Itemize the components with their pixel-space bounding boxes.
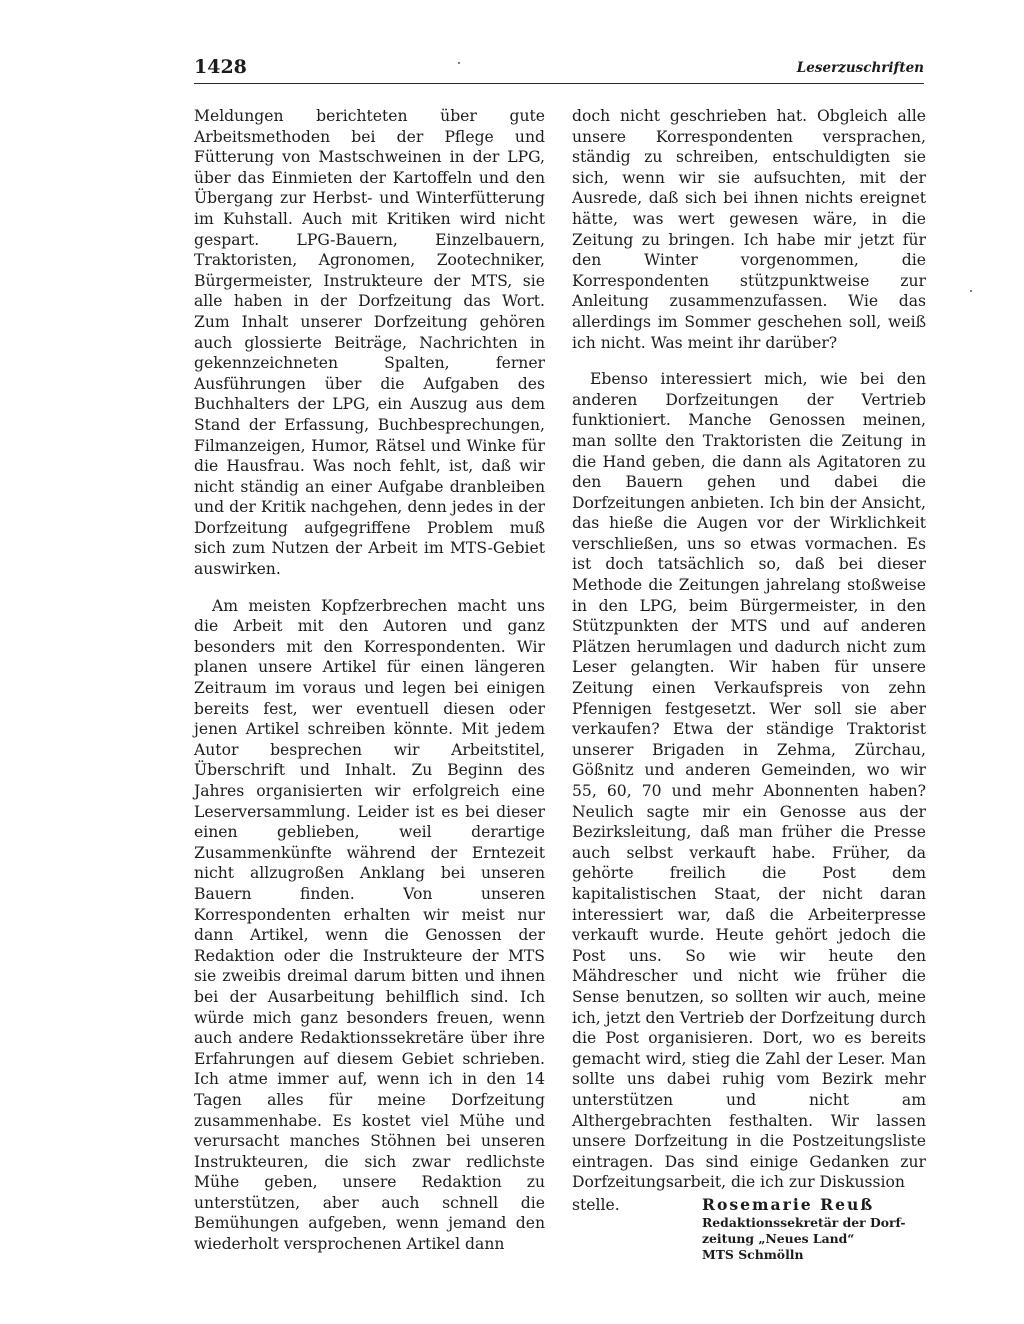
page-number: 1428 bbox=[194, 56, 247, 78]
paragraph: Meldungen berichteten über gute Arbeitsmethoden bei der Pflege und Fütterung von Mastschweinen in der LPG, über das Einmieten der Kartoffeln und den Übergang zur Herbst- und Winterfütterung im Kuhstall. Auch mit Kritiken wird nicht gespart. LPG-Bauern, Einzelbauern, Traktoristen, Agronomen, Zootechniker, Bürgermeister, Instrukteure der MTS, sie alle haben in der Dorfzeitung das Wort. Zum Inhalt unserer Dorfzeitung gehören auch glossierte Beiträge, Nachrichten in gekennzeichneten Spalten, ferner Ausführungen über die Aufgaben des Buchhalters der LPG, ein Auszug aus dem Stand der Erfassung, Buchbesprechungen, Filmanzeigen, Humor, Rätsel und Winke für die Hausfrau. Was noch fehlt, ist, daß wir nicht ständig an einer Aufgabe dranbleiben und der Kritik nachgehen, denn jedes in der Dorfzeitung aufgegriffene Problem muß sich zum Nutzen der Arbeit im MTS-Gebiet auswirken. bbox=[194, 107, 545, 579]
signature-block bbox=[702, 1195, 906, 1264]
running-head: Leserzuschriften bbox=[796, 60, 924, 76]
author-role: Redaktionssekretär der Dorf- bbox=[702, 1215, 906, 1231]
paragraph: Ebenso interessiert mich, wie bei den anderen Dorfzeitungen der Vertrieb funktioniert. Manche Genossen meinen, man sollte den Traktoristen die Zeitung in die Hand geben, die dann als Agitatoren zu den Bauern gehen und dabei die Dorfzeitungen anbieten. Ich bin der Ansicht, das hieße die Augen vor der Wirklichkeit verschließen, uns so etwas vormachen. Es ist doch tatsächlich so, daß bei dieser Methode die Zeitungen jahrelang stoßweise in den LPG, beim Bürgermeister, in den Stützpunkten der MTS und auf anderen Plätzen herumlagen und dadurch nicht zum Leser gelangten. Wir haben für unsere Zeitung einen Verkaufspreis von zehn Pfennigen festgesetzt. Wer soll sie aber verkaufen? Etwa der ständige Traktorist unserer Brigaden in Zehma, Zürchau, Gößnitz und anderen Gemeinden, wo wir 55, 60, 70 und mehr Abonnenten haben? Neulich sagte mir ein Genosse aus der Bezirksleitung, daß man früher die Presse auch selbst verkauft habe. Früher, da gehörte freilich die Post dem kapitalistischen Staat, der nicht daran interessiert war, daß die Arbeiterpresse verkauft wurde. Heute gehört jedoch die Post uns. So wie wir heute den Mähdrescher und nicht wie früher die Sense benutzen, so sollten wir auch, meine ich, jetzt den Vertrieb der Dorfzeitung durch die Post organisieren. Dort, wo es bereits gemacht wird, stieg die Zahl der Leser. Man sollte uns dabei ruhig vom Bezirk mehr unterstützen und nicht am Althergebrachten festhalten. Wir lassen unsere Dorfzeitung in die Postzeitungsliste eintragen. Das sind einige Gedanken zur Dorfzeitungsarbeit, die ich zur Diskussion bbox=[572, 370, 926, 1192]
author-name: Rosemarie Reuß bbox=[702, 1194, 875, 1214]
paragraph: doch nicht geschrieben hat. Obgleich alle unsere Korrespondenten versprachen, ständig zu schreiben, entschuldigten sie sich, wenn wir sie aufsuchten, mit der Ausrede, daß sich bei ihnen nichts ereignet hätte, was wert gewesen wäre, in die Zeitung zu bringen. Ich habe mir jetzt für den Winter vorgenommen, die Korrespondenten stützpunktweise zur Anleitung zusammenzufassen. Wie das allerdings im Sommer geschehen soll, weiß ich nicht. Was meint ihr darüber? bbox=[572, 107, 926, 352]
paragraph: Am meisten Kopfzerbrechen macht uns die Arbeit mit den Autoren und ganz besonders mit den Korrespondenten. Wir planen unsere Artikel für einen längeren Zeitraum im voraus und legen bei einigen bereits fest, wer eventuell diesen oder jenen Artikel schreiben könnte. Mit jedem Autor besprechen wir Arbeitstitel, Überschrift und Inhalt. Zu Beginn des Jahres organisierten wir erfolgreich eine Leserversammlung. Leider ist es bei dieser einen geblieben, weil derartige Zusammenkünfte während der Erntezeit nicht allzugroßen Anklang bei unseren Bauern finden. Von unseren Korrespondenten erhalten wir meist nur dann Artikel, wenn die Genossen der Redaktion oder die Instrukteure der MTS sie zweibis dreimal darum bitten und ihnen bei der Ausarbeitung behilflich sind. Ich würde mich ganz besonders freuen, wenn auch andere Redaktionssekretäre über ihre Erfahrungen auf diesem Gebiet schrieben. Ich atme immer auf, wenn ich in den 14 Tagen alles für meine Dorfzeitung zusammenhabe. Es kostet viel Mühe und verursacht manches Stöhnen bei unseren Instrukteuren, die sich zwar redlichste Mühe geben, unsere Redaktion zu unterstützen, aber auch schnell die Bemühungen aufgeben, wenn jemand den wiederholt versprochenen Artikel dann bbox=[194, 596, 545, 1254]
scan-speck bbox=[458, 62, 460, 64]
scan-speck bbox=[970, 290, 972, 292]
closing-word: stelle. bbox=[572, 1195, 620, 1214]
author-location: MTS Schmölln bbox=[702, 1247, 804, 1263]
signature-area bbox=[572, 1194, 926, 1263]
left-column bbox=[194, 106, 545, 1255]
author-publication: zeitung „Neues Land“ bbox=[702, 1231, 855, 1247]
header-rule bbox=[194, 83, 924, 84]
right-column bbox=[572, 106, 926, 1263]
